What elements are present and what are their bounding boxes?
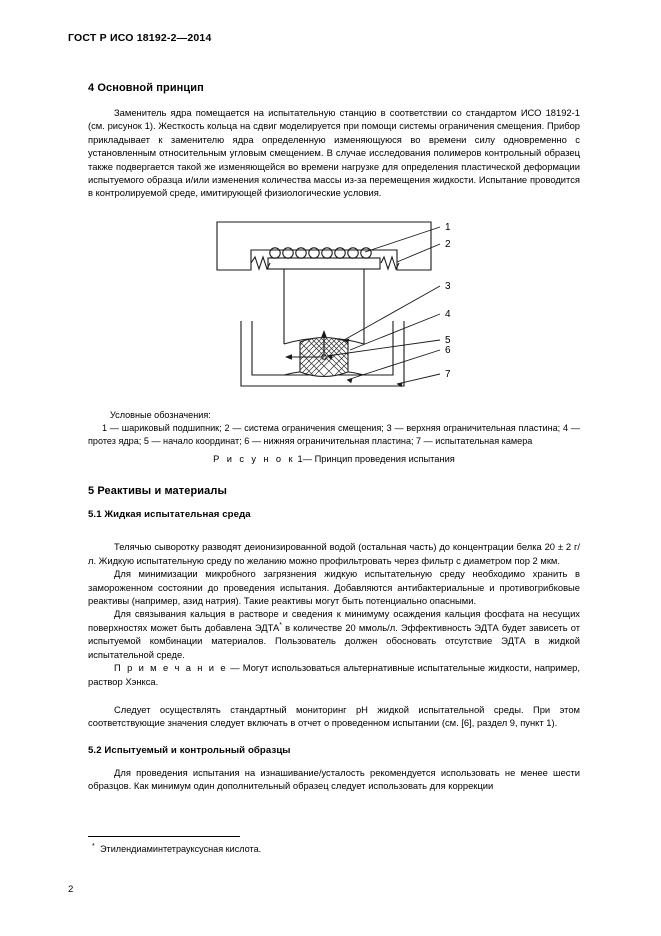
callout-numbers bbox=[445, 222, 451, 380]
callout-5: 5 bbox=[445, 334, 451, 346]
clause-4-heading: 4 Основной принцип bbox=[88, 82, 204, 94]
test-principle-schematic bbox=[184, 216, 484, 399]
clause-4-paragraph: Заменитель ядра помещается на испытательную станцию в соответствии со стандартом ИСО 18192-1 (см. рисунок 1). Жесткость кольца на сдвиг моделируется при помощи системы ограничения смещения. Прибор прикладывает к заменителю ядра определенную изменяющуюся во времени силу одновременно с установленным относительным угловым смещением. В случае исследования полимеров контрольный образец также подвергается такой же изменяющейся во времени нагрузке для определения пластической деформации испытуемого образца и/или изменения количества массы из-за перемещения жидкости. Испытание проводится в контролируемой среде, имитирующей физиологические условия. bbox=[88, 107, 580, 199]
running-head-standard-id: ГОСТ Р ИСО 18192-2—2014 bbox=[68, 32, 212, 44]
ball-bearing-row bbox=[270, 248, 371, 258]
footnote-marker: * bbox=[92, 843, 95, 850]
callout-3: 3 bbox=[445, 280, 451, 292]
subclause-5-2-heading: 5.2 Испытуемый и контрольный образцы bbox=[88, 744, 291, 756]
figure-1-diagram bbox=[184, 216, 484, 399]
paragraph-3-part-2: в количестве 20 ммоль/л. Эффективность ЭДТА будет зависеть от испытуемой комбинации материалов. Пользователь должен обосновать отсутствие ЭДТА в жидкой испытательной среде. bbox=[88, 621, 581, 660]
ball-carrier-plate bbox=[268, 258, 380, 269]
subclause-5-1-note bbox=[88, 661, 580, 688]
left-constraint-spring bbox=[251, 257, 270, 269]
callout-7: 7 bbox=[445, 368, 451, 380]
figure-caption-text: — Принцип проведения испытания bbox=[302, 454, 455, 465]
callout-4: 4 bbox=[445, 308, 451, 320]
page-number: 2 bbox=[68, 884, 74, 895]
legend-items: 1 — шариковый подшипник; 2 — система ограничения смещения; 3 — верхняя ограничительная пластина; 4 — протез ядра; 5 — начало координат; 6 — нижняя ограничительная пластина; 7 — испытательная камера bbox=[88, 423, 580, 447]
clause-5-heading: 5 Реактивы и материалы bbox=[88, 485, 227, 498]
note-text: — Могут использоваться альтернативные испытательные жидкости, например, раствор Хэнкса. bbox=[88, 662, 580, 687]
page-content bbox=[88, 82, 580, 793]
footnote-area bbox=[88, 836, 580, 855]
crosshead-frame bbox=[217, 222, 431, 270]
footnote-entry bbox=[88, 843, 580, 855]
figure-caption-number: 1 bbox=[297, 454, 303, 465]
subclause-5-1-paragraph-3 bbox=[88, 607, 580, 661]
subclause-5-2-paragraph-1: Для проведения испытания на изнашивание/усталость рекомендуется использовать не менее шести образцов. Как минимум один дополнительный образец следует использовать для коррекции bbox=[88, 766, 580, 792]
callout-2: 2 bbox=[445, 238, 451, 250]
subclause-5-1-paragraph-4: Следует осуществлять стандартный мониторинг рН жидкой испытательной среды. При этом соответствующие значения следует включать в отчет о проведенном испытании (см. [6], раздел 9, пункт 1). bbox=[88, 703, 580, 729]
footnote-body: Этилендиаминтетрауксусная кислота. bbox=[100, 844, 262, 854]
subclause-5-1-paragraph-1: Телячью сыворотку разводят деионизированной водой (остальная часть) до концентрации белка 20 ± 2 г/л. Жидкую испытательную среду по желанию можно профильтровать через фильтр с диаметром пор 2 мкм. bbox=[88, 541, 580, 566]
right-constraint-spring bbox=[381, 257, 399, 269]
note-label: П р и м е ч а н и е bbox=[114, 662, 228, 674]
figure-caption-label: Р и с у н о к bbox=[213, 454, 295, 465]
footnote-separator bbox=[88, 836, 240, 837]
callout-1: 1 bbox=[445, 221, 451, 233]
figure-1-legend bbox=[88, 409, 580, 449]
subclause-5-1-paragraph-2: Для минимизации микробного загрязнения жидкую испытательную среду необходимо хранить в замороженном состоянии до проведения испытания. Добавляются антибактериальные и противогрибковые реактивы (например, азид натрия). Такие реактивы могут быть потенциально опасными. bbox=[88, 568, 580, 607]
callout-6: 6 bbox=[445, 344, 451, 356]
paragraph-3-part-1: Для связывания кальция в растворе и сведения к минимуму осаждения кальция фосфата на несущих поверхностях может быть добавлена ЭДТА bbox=[88, 608, 580, 633]
figure-1-caption bbox=[88, 454, 580, 464]
subclause-5-1-heading: 5.1 Жидкая испытательная среда bbox=[88, 509, 251, 521]
figure-1-wrapper bbox=[88, 216, 580, 399]
legend-lead: Условные обозначения: bbox=[110, 409, 211, 420]
footnote-reference: * bbox=[279, 621, 283, 629]
